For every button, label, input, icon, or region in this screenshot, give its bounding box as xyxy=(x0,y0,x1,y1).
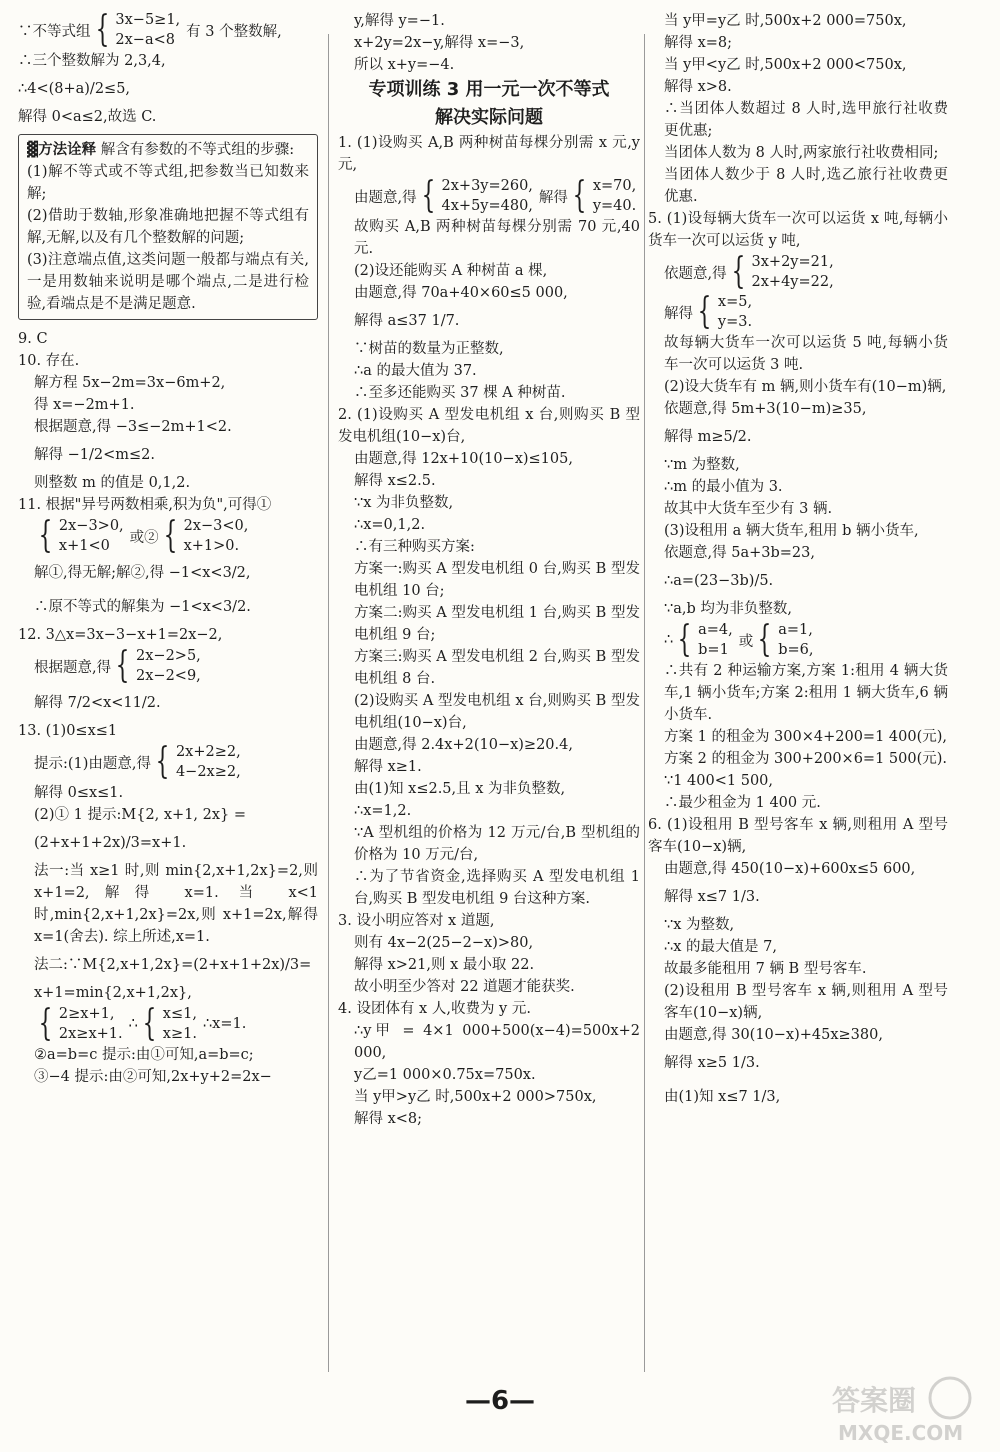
inequality-system-line xyxy=(18,646,318,686)
equation-system xyxy=(593,176,636,216)
equation-system xyxy=(442,176,533,216)
text-line: 依题意,得 5a+3b=23, xyxy=(664,545,815,561)
text-line: 由题意,得 30(10−x)+45x≥380, xyxy=(664,1027,883,1043)
box-heading xyxy=(27,139,309,161)
watermark-icon xyxy=(828,1372,978,1448)
equation-row: x+1<0 xyxy=(58,538,110,554)
equation-row: 4−2x≥2, xyxy=(175,764,241,780)
text-line: ∵1 400<1 500, xyxy=(664,773,774,789)
equation-system xyxy=(698,620,733,660)
text-line: 由题意,得 12x+10(10−x)≤105, xyxy=(354,451,573,467)
text-line: (3)设租用 a 辆大货车,租用 b 辆小货车, xyxy=(664,523,919,539)
answer-2: 2. (1)设购买 A 型发电机组 x 台,则购买 B 型发电机组(10−x)台, xyxy=(338,407,640,445)
text-line: 故其中大货车至少有 3 辆. xyxy=(664,501,833,517)
column-left xyxy=(18,10,318,1088)
section-title: 专项训练 3 用一元一次不等式 xyxy=(368,79,610,100)
equation-row: 2x−3<0, xyxy=(183,518,249,534)
text-line: ∴x 的最大值是 7, xyxy=(664,939,777,955)
text-line: ∴至多还能购买 37 棵 A 种树苗. xyxy=(354,385,566,401)
equation-row: x=70, xyxy=(592,178,637,194)
text-line: 解得 x<8; xyxy=(354,1111,423,1127)
column-divider-2 xyxy=(644,34,645,1372)
text-line: y乙=1 000×0.75x=750x. xyxy=(354,1067,536,1083)
text-line: 解得 x≤7 1/3. xyxy=(664,889,760,905)
answer-6: 6. (1)设租用 B 型号客车 x 辆,则租用 A 型号客车(10−x)辆, xyxy=(648,817,948,855)
text-line: 则整数 m 的值是 0,1,2. xyxy=(34,475,191,491)
text-line: 当团体人数为 8 人时,两家旅行社收费相同; xyxy=(664,145,939,161)
watermark-logo xyxy=(828,1372,978,1448)
brace-icon: { xyxy=(677,619,692,660)
text-line: x+2y=2x−y,解得 x=−3, xyxy=(354,35,525,51)
text-line: (2)设还能购买 A 种树苗 a 棵, xyxy=(354,263,548,279)
inequality-system-line xyxy=(18,516,318,556)
text-line: ∵m 为整数, xyxy=(664,457,740,473)
text-line: ∴三个整数解为 2,3,4, xyxy=(18,53,166,69)
text-line: ∵A 型机组的价格为 12 万元/台,B 型机组的价格为 10 万元/台, xyxy=(354,825,640,863)
column-right xyxy=(648,10,948,1114)
equation-system xyxy=(115,10,180,50)
text-line: 法一:当 x≥1 时,则 min{2,x+1,2x}=2,则 x+1=2,解得 x=1. 当 x<1 时,min{2,x+1,2x}=2x,则 x+1=2x,解得 x=1(舍去). 综上所述,x=1. xyxy=(34,863,318,945)
text: 解得 xyxy=(538,189,568,206)
text-line: 当 y甲>y乙 时,500x+2 000>750x, xyxy=(354,1089,597,1105)
text-line: ∴4<(8+a)/2≤5, xyxy=(18,81,131,97)
brace-icon: { xyxy=(421,175,435,216)
text-line: 当 y甲<y乙 时,500x+2 000<750x, xyxy=(664,57,907,73)
column-middle xyxy=(338,10,640,1130)
equation-row: 3x+2y=21, xyxy=(751,254,834,270)
text: 由题意,得 xyxy=(354,189,417,206)
text: ∵不等式组 xyxy=(18,23,91,40)
equation-row: 2x−2<9, xyxy=(136,668,201,684)
text-line: ∴a=(23−3b)/5. xyxy=(664,573,774,589)
text: 解含有参数的不等式组的步骤: xyxy=(100,142,295,158)
text-line: (2)设大货车有 m 辆,则小货车有(10−m)辆, xyxy=(664,379,947,395)
text-line: (2+x+1+2x)/3=x+1. xyxy=(34,835,187,851)
text: 解得 xyxy=(664,305,693,322)
text-line: ∴x=0,1,2. xyxy=(354,517,426,533)
text-line: ∴最少租金为 1 400 元. xyxy=(664,795,821,811)
box-line: (2)借助于数轴,形象准确地把握不等式组有解,无解,以及有几个整数解的问题; xyxy=(27,208,309,246)
text-line: ∵树苗的数量为正整数, xyxy=(354,341,504,357)
equation-row: 2x+3y=260, xyxy=(441,178,533,194)
text-line: 由(1)知 x≤7 1/3, xyxy=(664,1089,781,1105)
text-line: 解得 7/2<x<11/2. xyxy=(34,695,161,711)
text-line: ②a=b=c 提示:由①可知,a=b=c; xyxy=(34,1047,254,1063)
text-line: ∵x 为整数, xyxy=(664,917,735,933)
box-line: (3)注意端点值,这类问题一般都与端点有关,一是用数轴来说明是哪个端点,二是进行检验,看端点是不是满足题意. xyxy=(27,252,309,312)
equation-row: y=40. xyxy=(592,198,637,214)
text-line: ∵x 为非负整数, xyxy=(354,495,454,511)
equation-row: a=4, xyxy=(698,622,733,638)
equation-system xyxy=(718,292,752,332)
inequality-system-line xyxy=(18,1004,318,1044)
equation-row: 2x−2>5, xyxy=(136,648,201,664)
text-line: ∴当团体人数超过 8 人时,选甲旅行社收费更优惠; xyxy=(664,101,948,139)
equation-row: 2x−a<8 xyxy=(115,32,175,48)
brace-icon: { xyxy=(572,175,587,216)
text-line: 方案二:购买 A 型发电机组 1 台,购买 B 型发电机组 9 台; xyxy=(354,605,640,643)
equation-system-line xyxy=(338,176,640,216)
text-line: (2)设购买 A 型发电机组 x 台,则购买 B 型发电机组(10−x)台, xyxy=(354,693,640,731)
equation-system xyxy=(184,516,249,556)
text: ∴x=1. xyxy=(202,1016,247,1032)
equation-row: b=6, xyxy=(778,642,814,658)
text-line: 故每辆大货车一次可以运货 5 吨,每辆小货车一次可以运货 3 吨. xyxy=(664,335,948,373)
answer-9: 9. C xyxy=(18,331,48,347)
answer-5: 5. (1)设每辆大货车一次可以运货 x 吨,每辆小货车一次可以运货 y 吨, xyxy=(648,211,948,249)
solution-system-line xyxy=(648,620,948,660)
brace-icon: { xyxy=(757,619,772,660)
answer-3: 3. 设小明应答对 x 道题, xyxy=(338,913,495,929)
brace-icon: { xyxy=(155,741,170,782)
equation-system-line xyxy=(648,292,948,332)
text-line: 解得 −1/2<m≤2. xyxy=(34,447,155,463)
text-line: 得 x=−2m+1. xyxy=(34,397,135,413)
text-line: ∴y甲 = 4×1 000+500(x−4)=500x+2 000, xyxy=(354,1023,640,1061)
text-line: 由(1)知 x≤2.5,且 x 为非负整数, xyxy=(354,781,566,797)
text-line: ∵a,b 均为非负整数, xyxy=(664,601,792,617)
text-line: 解得 0<a≤2,故选 C. xyxy=(18,109,157,125)
text-line: 则有 4x−2(25−2−x)>80, xyxy=(354,935,534,951)
text-line: ∴共有 2 种运输方案,方案 1:租用 4 辆大货车,1 辆小货车;方案 2:租用 1 辆大货车,6 辆小货车. xyxy=(664,663,948,723)
method-explanation-box xyxy=(18,134,318,320)
equation-row: 4x+5y=480, xyxy=(441,198,533,214)
text: 或 xyxy=(738,633,754,650)
text-line: ∴原不等式的解集为 −1<x<3/2. xyxy=(34,599,251,615)
brace-icon: { xyxy=(38,1003,53,1044)
text-line: 解得 0≤x≤1. xyxy=(34,785,124,801)
text: 依题意,得 xyxy=(664,265,727,282)
section-subtitle: 解决实际问题 xyxy=(435,107,543,128)
answer-11: 11. 根据"异号两数相乘,积为负",可得① xyxy=(18,497,272,513)
brace-icon: { xyxy=(38,515,53,556)
equation-row: y=3. xyxy=(717,314,753,330)
text: 提示:(1)由题意,得 xyxy=(34,755,152,772)
text-line: ∴a 的最大值为 37. xyxy=(354,363,477,379)
text-line: y,解得 y=−1. xyxy=(354,13,445,29)
text-line: 当 y甲=y乙 时,500x+2 000=750x, xyxy=(664,13,907,29)
text: 有 3 个整数解, xyxy=(186,23,282,40)
svg-text:MXQE.COM: MXQE.COM xyxy=(838,1421,964,1445)
brace-icon: { xyxy=(697,291,712,332)
text-line: 解得 m≥5/2. xyxy=(664,429,752,445)
column-divider-1 xyxy=(328,34,329,1372)
equation-system xyxy=(59,516,124,556)
text-line: 解得 x=8; xyxy=(664,35,733,51)
text-line: 由题意,得 450(10−x)+600x≤5 600, xyxy=(664,861,916,877)
equation-row: x=5, xyxy=(717,294,753,310)
text-line: 根据题意,得 −3≤−2m+1<2. xyxy=(34,419,232,435)
text-line: 方案 2 的租金为 300+200×6=1 500(元). xyxy=(664,751,948,767)
answer-10: 10. 存在. xyxy=(18,353,80,369)
equation-row: a=1, xyxy=(778,622,813,638)
equation-row: 2x+2≥2, xyxy=(175,744,241,760)
text: ∴ xyxy=(664,632,674,648)
equation-system xyxy=(176,742,241,782)
equation-row: x≥1. xyxy=(162,1026,197,1042)
svg-text:答案圈: 答案圈 xyxy=(832,1384,917,1417)
text-line: 方案三:购买 A 型发电机组 2 台,购买 B 型发电机组 8 台. xyxy=(354,649,640,687)
text-line: 解得 x≥5 1/3. xyxy=(664,1055,760,1071)
text-line: 解得 x>21,则 x 最小取 22. xyxy=(354,957,535,973)
equation-system xyxy=(59,1004,123,1044)
equation-row: 3x−5≥1, xyxy=(115,12,181,28)
text-line: ③−4 提示:由②可知,2x+y+2=2x− xyxy=(34,1069,272,1085)
inequality-system-line xyxy=(18,10,318,50)
answer-1: 1. (1)设购买 A,B 两种树苗每棵分别需 x 元,y 元, xyxy=(338,135,640,173)
equation-row: x≤1, xyxy=(162,1006,197,1022)
equation-row: 2≥x+1, xyxy=(58,1006,115,1022)
equation-system-line xyxy=(648,252,948,292)
text-line: 故购买 A,B 两种树苗每棵分别需 70 元,40 元. xyxy=(354,219,640,257)
equation-row: x+1>0. xyxy=(183,538,240,554)
text-line: 方案一:购买 A 型发电机组 0 台,购买 B 型发电机组 10 台; xyxy=(354,561,640,599)
text-line: 解得 x≤2.5. xyxy=(354,473,436,489)
text-line: 由题意,得 2.4x+2(10−x)≥20.4, xyxy=(354,737,573,753)
method-label: ▓方法诠释 xyxy=(27,142,97,158)
text-line: ∴x=1,2. xyxy=(354,803,412,819)
text: ∴ xyxy=(128,1016,138,1032)
text-line: ∴为了节省资金,选择购买 A 型发电机组 1 台,购买 B 型发电机组 9 台这种方案. xyxy=(354,869,640,907)
equation-row: 2x+4y=22, xyxy=(751,274,834,290)
text-line: 解得 x>8. xyxy=(664,79,732,95)
brace-icon: { xyxy=(731,251,745,292)
text-line: 依题意,得 5m+3(10−m)≥35, xyxy=(664,401,867,417)
answer-12: 12. 3△x=3x−3−x+1=2x−2, xyxy=(18,627,223,643)
box-line: (1)解不等式或不等式组,把参数当已知数来解; xyxy=(27,164,309,202)
text-line: 故小明至少答对 22 道题才能获奖. xyxy=(354,979,575,995)
equation-system xyxy=(136,646,201,686)
text-line: 故最多能租用 7 辆 B 型号客车. xyxy=(664,961,867,977)
equation-row: b=1 xyxy=(698,642,729,658)
inequality-system-line xyxy=(18,742,318,782)
text-line: ∴m 的最小值为 3. xyxy=(664,479,783,495)
text-line: 由题意,得 70a+40×60≤5 000, xyxy=(354,285,568,301)
text-line: 方案 1 的租金为 300×4+200=1 400(元), xyxy=(664,729,948,745)
text-line: x+1=min{2,x+1,2x}, xyxy=(34,985,192,1001)
brace-icon: { xyxy=(163,515,177,556)
text-line: 解得 x≥1. xyxy=(354,759,422,775)
equation-row: 2x≥x+1. xyxy=(58,1026,123,1042)
equation-row: 2x−3>0, xyxy=(58,518,124,534)
text-line: (2)① 1 提示:M{2, x+1, 2x} = xyxy=(34,807,247,823)
equation-system xyxy=(163,1004,197,1044)
page-number: —6— xyxy=(464,1386,536,1416)
text-line: ∴有三种购买方案: xyxy=(354,539,475,555)
text: 根据题意,得 xyxy=(34,659,112,676)
text-line: 当团体人数少于 8 人时,选乙旅行社收费更优惠. xyxy=(664,167,948,205)
text-line: 所以 x+y=−4. xyxy=(354,57,455,73)
text-line: 解得 a≤37 1/7. xyxy=(354,313,460,329)
brace-icon: { xyxy=(95,9,109,50)
equation-system xyxy=(752,252,834,292)
text-line: 法二:∵M{2,x+1,2x}=(2+x+1+2x)/3= xyxy=(34,957,312,973)
brace-icon: { xyxy=(142,1003,157,1044)
text-line: 解①,得无解;解②,得 −1<x<3/2, xyxy=(34,565,251,581)
answer-13: 13. (1)0≤x≤1 xyxy=(18,723,118,739)
equation-system xyxy=(778,620,813,660)
text-line: 解方程 5x−2m=3x−6m+2, xyxy=(34,375,226,391)
answer-4: 4. 设团体有 x 人,收费为 y 元. xyxy=(338,1001,531,1017)
text-line: (2)设租用 B 型号客车 x 辆,则租用 A 型号客车(10−x)辆, xyxy=(664,983,948,1021)
text: 或② xyxy=(129,529,159,546)
brace-icon: { xyxy=(115,645,130,686)
